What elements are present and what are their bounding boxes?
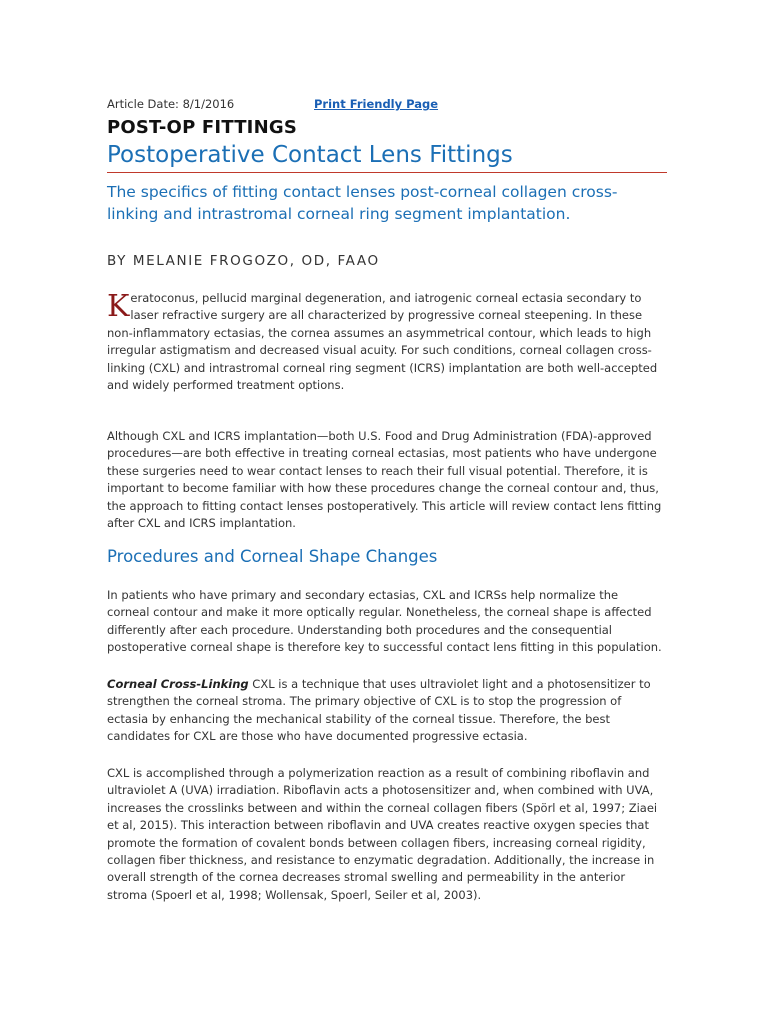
page-title: Postoperative Contact Lens Fittings — [107, 142, 513, 168]
drop-cap: K — [107, 289, 130, 324]
paragraph-3: In patients who have primary and secondary ectasias, CXL and ICRSs help normalize the corneal contour and make it more optically regular. Nonetheless, the corneal shape is affected differently after each procedure. Understanding both procedures and the consequential postoperative corneal shape is therefore key to successful contact lens fitting in this population. — [107, 588, 662, 655]
article-subtitle: The specifics of fitting contact lenses post-corneal collagen cross-linking and intrastromal corneal ring segment implantation. — [107, 183, 618, 223]
section-label: POST-OP FITTINGS — [107, 117, 297, 138]
title-divider — [107, 172, 667, 173]
paragraph-4-text: CXL is a technique that uses ultraviolet light and a photosensitizer to strengthen the corneal stroma. The primary objective of CXL is to stop the progression of ectasia by enhancing the mechanical stability of the corneal tissue. Therefore, the best candidates for CXL are those who have documented progressive ectasia. — [107, 677, 651, 744]
paragraph-intro-text: eratoconus, pellucid marginal degeneration, and iatrogenic corneal ectasia secondary to laser refractive surgery are all characterized by progressive corneal steepening. In these non-inflammatory ectasias, the cornea assumes an asymmetrical contour, which leads to high irregular astigmatism and decreased visual acuity. For such conditions, corneal collagen cross-linking (CXL) and intrastromal corneal ring segment (ICRS) implantation are both well-accepted and widely performed treatment options. — [107, 291, 658, 393]
article-date: Article Date: 8/1/2016 — [107, 97, 235, 111]
print-friendly-link[interactable]: Print Friendly Page — [314, 97, 439, 111]
author-byline: BY MELANIE FROGOZO, OD, FAAO — [107, 253, 380, 269]
inline-subheading: Corneal Cross-Linking — [107, 677, 249, 691]
paragraph-2: Although CXL and ICRS implantation—both U.S. Food and Drug Administration (FDA)-approved procedures—are both effective in treating corneal ectasias, most patients who have undergone these surgeries need to wear contact lenses to reach their full visual potential. Therefore, it is important to become familiar with how these procedures change the corneal contour and, thus, the approach to fitting contact lenses postoperatively. This article will review contact lens fitting after CXL and ICRS implantation. — [107, 429, 662, 531]
section-heading: Procedures and Corneal Shape Changes — [107, 547, 438, 566]
paragraph-5: CXL is accomplished through a polymerization reaction as a result of combining riboflavin and ultraviolet A (UVA) irradiation. Riboflavin acts a photosensitizer and, when combined with UVA, increases the crosslinks between and within the corneal collagen fibers (Spörl et al, 1997; Ziaei et al, 2015). This interaction between riboflavin and UVA creates reactive oxygen species that promote the formation of covalent bonds between collagen fibers, increasing corneal rigidity, collagen fiber thickness, and resistance to enzymatic degradation. Additionally, the increase in overall strength of the cornea decreases stromal swelling and permeability in the anterior stroma (Spoerl et al, 1998; Wollensak, Spoerl, Seiler et al, 2003). — [107, 766, 658, 902]
paragraph-intro — [107, 290, 662, 394]
paragraph-4 — [107, 676, 662, 746]
